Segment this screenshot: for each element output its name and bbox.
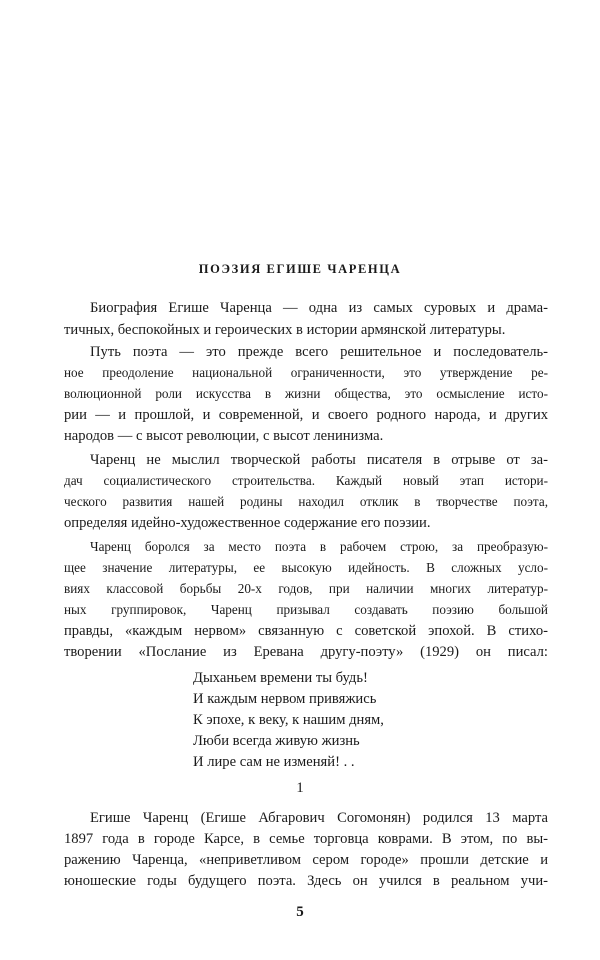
text-line: Егише Чаренц (Егише Абгарович Согомонян) родился 13 марта bbox=[90, 810, 548, 826]
text-line: тичных, беспокойных и героических в истории армянской литературы. bbox=[64, 322, 506, 338]
verse-line: И каждым нервом привяжись bbox=[193, 691, 377, 707]
verse-line: Дыханьем времени ты будь! bbox=[193, 670, 368, 686]
text-line: Биография Егише Чаренца — одна из самых суровых и драма- bbox=[90, 300, 548, 316]
text-line: щее значение литературы, ее высокую идейность. В сложных усло- bbox=[64, 560, 548, 575]
page-number: 5 bbox=[296, 904, 304, 920]
section-number: 1 bbox=[296, 780, 304, 796]
text-line: народов — с высот революции, с высот ленинизма. bbox=[64, 428, 384, 444]
text-line: определяя идейно-художественное содержание его поэзии. bbox=[64, 515, 431, 531]
verse-line: К эпохе, к веку, к нашим дням, bbox=[193, 712, 384, 728]
text-line: дач социалистического строительства. Каждый новый этап истори- bbox=[64, 473, 548, 488]
verse-line: И лире сам не изменяй! . . bbox=[193, 754, 355, 770]
text-line: рии — и прошлой, и современной, и своего родного народа, и других bbox=[64, 407, 548, 423]
text-line: ных группировок, Чаренц призывал создавать поэзию большой bbox=[64, 602, 548, 617]
text-line: ражению Чаренца, «неприветливом сером городе» прошли детские и bbox=[64, 852, 548, 868]
text-line: Чаренц не мыслил творческой работы писателя в отрыве от за- bbox=[90, 452, 548, 468]
text-line: 1897 года в городе Карсе, в семье торговца коврами. В этом, по вы- bbox=[64, 831, 548, 847]
verse-line: Люби всегда живую жизнь bbox=[193, 733, 360, 749]
chapter-title: ПОЭЗИЯ ЕГИШЕ ЧАРЕНЦА bbox=[198, 262, 402, 276]
text-line: ное преодоление национальной ограниченности, это утверждение ре- bbox=[64, 365, 548, 380]
text-line: Чаренц боролся за место поэта в рабочем строю, за преобразую- bbox=[90, 539, 548, 554]
text-line: юношеские годы будущего поэта. Здесь он учился в реальном учи- bbox=[64, 873, 548, 889]
text-line: Путь поэта — это прежде всего решительное и последователь- bbox=[90, 344, 548, 360]
text-line: волюционной роли искусства в жизни общества, это осмысление исто- bbox=[64, 386, 548, 401]
text-line: виях классовой борьбы 20-х годов, при наличии многих литератур- bbox=[64, 581, 548, 596]
text-line: творении «Послание из Еревана другу-поэту» (1929) он писал: bbox=[64, 644, 548, 660]
text-line: ческого развития нашей родины находил отклик в творчестве поэта, bbox=[64, 494, 548, 509]
text-line: правды, «каждым нервом» связанную с советской эпохой. В стихо- bbox=[64, 623, 548, 639]
